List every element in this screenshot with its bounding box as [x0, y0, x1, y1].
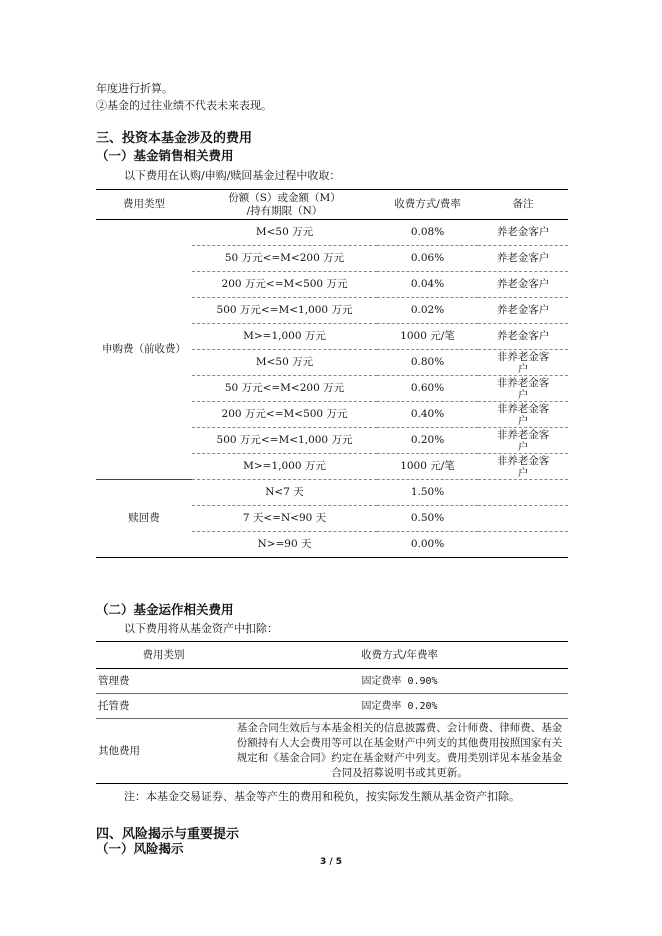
- header-charge-method: 收费方式/费率: [377, 190, 478, 220]
- range-cell: M>=1,000 万元: [192, 324, 377, 350]
- rate-cell: 0.08%: [377, 220, 478, 246]
- note-cell: 非养老金客户: [478, 402, 568, 428]
- header-remark: 备注: [478, 190, 568, 220]
- range-cell: N<7 天: [192, 480, 377, 506]
- rate-cell: 0.40%: [377, 402, 478, 428]
- rate-cell: 固定费率 0.90%: [231, 669, 568, 694]
- note-cell: [478, 506, 568, 532]
- fee-type-other: 其他费用: [96, 719, 231, 784]
- fee-type-custody: 托管费: [96, 694, 231, 719]
- section-4-title: 四、风险揭示与重要提示: [96, 827, 240, 842]
- table-row: [96, 480, 568, 506]
- note-cell: 养老金客户: [478, 220, 568, 246]
- range-cell: 200 万元<=M<500 万元: [192, 272, 377, 298]
- rate-cell: 0.50%: [377, 506, 478, 532]
- rate-cell: 0.06%: [377, 246, 478, 272]
- rate-cell: 0.20%: [377, 428, 478, 454]
- header-fee-type: 费用类型: [96, 190, 192, 220]
- section-3-1-title: （一）基金销售相关费用: [96, 148, 234, 163]
- rate-cell: 0.60%: [377, 376, 478, 402]
- table-row: [96, 220, 568, 246]
- range-cell: 500 万元<=M<1,000 万元: [192, 428, 377, 454]
- fee-type-management: 管理费: [96, 669, 231, 694]
- rate-cell: 1000 元/笔: [377, 454, 478, 480]
- fee-type-subscription: 申购费（前收费）: [96, 220, 192, 480]
- table-row: [96, 669, 568, 694]
- rate-cell: 0.00%: [377, 532, 478, 558]
- header-share-amount: [192, 190, 377, 220]
- range-cell: 50 万元<=M<200 万元: [192, 376, 377, 402]
- table-row: [96, 694, 568, 719]
- rate-cell: 固定费率 0.20%: [231, 694, 568, 719]
- note-cell: 养老金客户: [478, 324, 568, 350]
- fee-note: 注：本基金交易证券、基金等产生的费用和税负，按实际发生额从基金资产扣除。: [124, 790, 520, 803]
- header-share-amount-line1: 份额（S）或金额（M）: [228, 191, 341, 204]
- range-cell: 500 万元<=M<1,000 万元: [192, 298, 377, 324]
- note-cell: 非养老金客户: [478, 454, 568, 480]
- rate-cell: 0.04%: [377, 272, 478, 298]
- rate-cell: 基金合同生效后与本基金相关的信息披露费、会计师费、律师费、基金份额持有人大会费用等可以在基金财产中列支的其他费用按照国家有关规定和《基金合同》约定在基金财产中列支。费用类别详见本基金基金合同及招募说明书或其更新。: [231, 719, 568, 784]
- fee-type-redemption: 赎回费: [96, 480, 192, 558]
- note-cell: 养老金客户: [478, 272, 568, 298]
- rate-cell: 0.02%: [377, 298, 478, 324]
- range-cell: M<50 万元: [192, 350, 377, 376]
- note-cell: 养老金客户: [478, 246, 568, 272]
- range-cell: 200 万元<=M<500 万元: [192, 402, 377, 428]
- note-cell: 非养老金客户: [478, 350, 568, 376]
- range-cell: 7 天<=N<90 天: [192, 506, 377, 532]
- section-3-1-desc: 以下费用在认购/申购/赎回基金过程中收取：: [124, 169, 341, 182]
- header-fee-category: 费用类别: [96, 642, 231, 669]
- section-3-2-desc: 以下费用将从基金资产中扣除：: [124, 622, 278, 635]
- note-cell: 非养老金客户: [478, 376, 568, 402]
- table-header-row: [96, 642, 568, 669]
- section-3-2-title: （二）基金运作相关费用: [96, 602, 234, 617]
- operation-fee-table: [96, 641, 568, 784]
- header-annual-rate: 收费方式/年费率: [231, 642, 568, 669]
- section-3-title: 三、投资本基金涉及的费用: [96, 131, 253, 146]
- intro-line-2: ②基金的过往业绩不代表未来表现。: [96, 99, 272, 112]
- table-header-row: [96, 190, 568, 220]
- sales-fee-table: [96, 189, 568, 558]
- note-cell: 非养老金客户: [478, 428, 568, 454]
- range-cell: 50 万元<=M<200 万元: [192, 246, 377, 272]
- rate-cell: 1.50%: [377, 480, 478, 506]
- range-cell: M<50 万元: [192, 220, 377, 246]
- rate-cell: 0.80%: [377, 350, 478, 376]
- table-row: [96, 719, 568, 784]
- note-cell: 养老金客户: [478, 298, 568, 324]
- range-cell: N>=90 天: [192, 532, 377, 558]
- note-cell: [478, 480, 568, 506]
- range-cell: M>=1,000 万元: [192, 454, 377, 480]
- rate-cell: 1000 元/笔: [377, 324, 478, 350]
- section-4-1-title: （一）风险揭示: [96, 841, 184, 856]
- note-cell: [478, 532, 568, 558]
- header-share-amount-line2: /持有期限（N）: [246, 204, 323, 217]
- intro-line-1: 年度进行折算。: [96, 82, 173, 95]
- page-number: 3 / 5: [319, 857, 343, 867]
